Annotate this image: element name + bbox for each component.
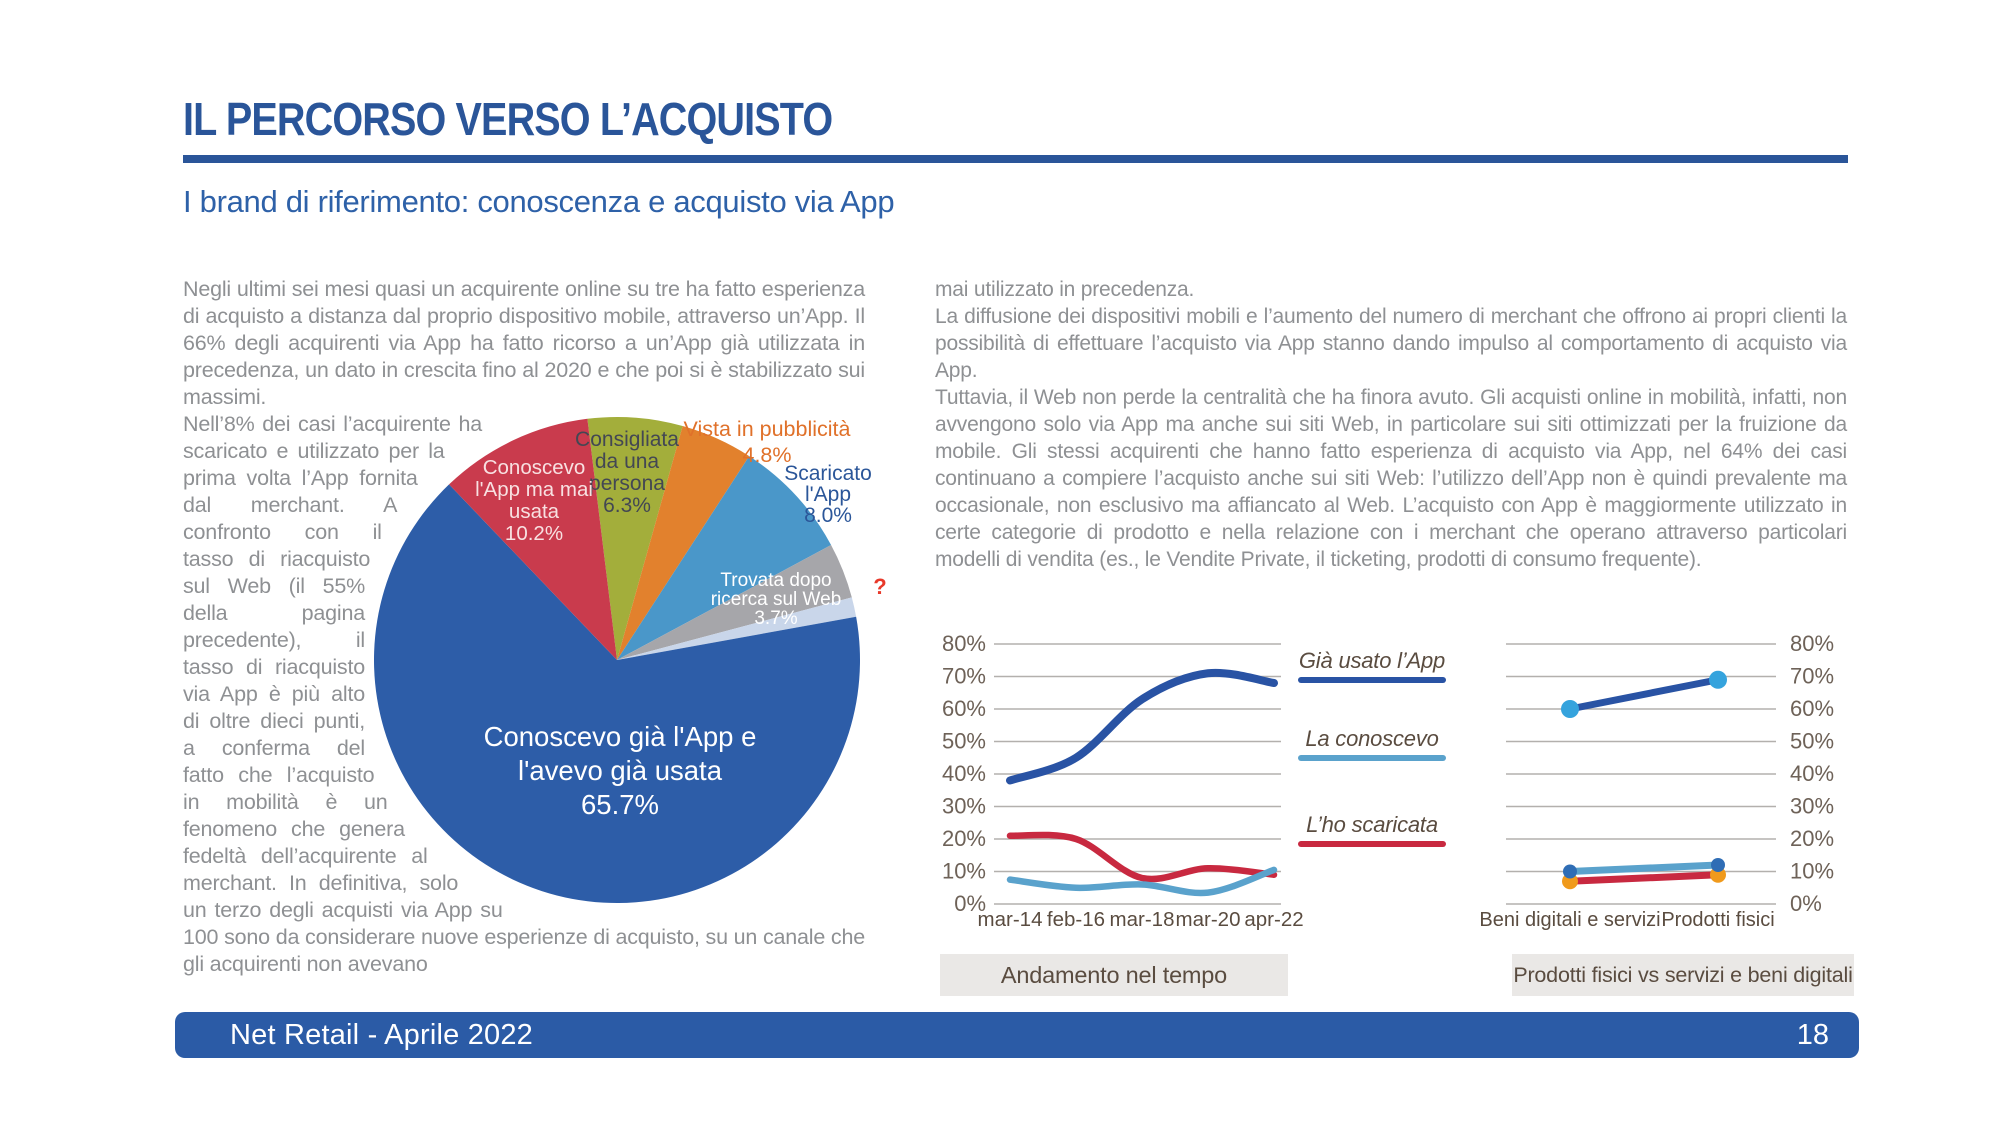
pie-slice-label: Scaricato l'App 8.0%: [784, 462, 872, 527]
legend-item-la-conoscevo: [1290, 726, 1454, 761]
y-axis-tick-label: 20%: [941, 826, 986, 851]
y-axis-tick-label: 10%: [941, 858, 986, 884]
right-text-column: [935, 276, 1847, 573]
time-trend-chart: [936, 624, 1306, 944]
slope-series-1: [1570, 865, 1718, 872]
line-series-2: [1010, 835, 1274, 879]
page-title: IL PERCORSO VERSO L’ACQUISTO: [183, 93, 833, 145]
data-point-marker: [1711, 858, 1725, 872]
footer-bar: [175, 1012, 1859, 1058]
slope-series-2: [1570, 875, 1718, 882]
y-axis-tick-label: 0%: [954, 891, 986, 916]
left-intro-paragraph: Negli ultimi sei mesi quasi un acquirente online su tre ha fatto esperienza di acquisto a distanza dal proprio dispositivo mobile, attraverso un’App. Il 66% degli acquirenti via App ha fatto ricorso a un’App già utilizzata in precedenza, un dato in crescita fino al 2020 e che poi si è stabilizzato sui massimi.: [183, 277, 865, 409]
right-paragraph-1: mai utilizzato in precedenza.: [935, 278, 1195, 301]
x-axis-tick-label: mar-14: [977, 908, 1043, 931]
x-axis-tick-label: feb-16: [1046, 908, 1106, 931]
y-axis-tick-label: 30%: [941, 793, 986, 819]
slope-series-0: [1570, 680, 1718, 709]
y-axis-tick-label: 70%: [941, 663, 986, 689]
legend-item-gia-usato: [1290, 648, 1454, 683]
y-axis-tick-label: 0%: [1790, 891, 1822, 916]
x-axis-tick-label: apr-22: [1244, 908, 1304, 931]
pie-slice-label: Vista in pubblicità 4.8%: [683, 417, 851, 467]
x-axis-tick-label: mar-20: [1175, 908, 1241, 931]
y-axis-tick-label: 60%: [1790, 696, 1835, 721]
legend-label: Già usato l’App: [1298, 648, 1446, 673]
y-axis-tick-label: 30%: [1790, 793, 1835, 819]
slope-chart-caption: Prodotti fisici vs servizi e beni digitali: [1512, 954, 1854, 996]
right-paragraph-3: Tuttavia, il Web non perde la centralità che ha finora avuto. Gli acquisti online in mobilità, infatti, non avvengono solo via App ma anche sui siti Web, in particolare sui siti ottimizzati per la fruizione da mobile. Gli stessi acquirenti che hanno fatto esperienza di acquisto via App, nel 64% dei casi continuano a compiere l’acquisto anche sui siti Web: l’utilizzo dell’App non è quindi prevalente ma occasionale, non esclusivo ma affiancato al Web. L’acquisto con App è maggiormente utilizzato in certe categorie di prodotto e nella relazione con i merchant che operano attraverso particolari modelli di vendita (es., le Vendite Private, il ticketing, prodotti di consumo frequente).: [935, 386, 1847, 571]
y-axis-tick-label: 60%: [941, 696, 986, 721]
legend-label: La conoscevo: [1305, 726, 1439, 751]
page-subtitle: I brand di riferimento: conoscenza e acquisto via App: [183, 184, 895, 219]
pie-unknown-annotation: ?: [873, 574, 887, 599]
y-axis-tick-label: 80%: [941, 631, 986, 656]
y-axis-tick-label: 50%: [1790, 728, 1835, 754]
pie-slice-label: Trovata dopo ricerca sul Web 3.7%: [710, 570, 842, 629]
y-axis-tick-label: 20%: [1790, 826, 1835, 851]
time-chart-caption: Andamento nel tempo: [940, 954, 1288, 996]
data-point-marker: [1709, 671, 1727, 689]
pie-slice-label: Conoscevo già l'App e l'avevo già usata 65.7%: [483, 721, 757, 820]
page-number: 18: [1796, 1019, 1829, 1051]
data-point-marker: [1563, 865, 1577, 879]
y-axis-tick-label: 10%: [1790, 858, 1835, 884]
legend-color-bar: [1298, 677, 1446, 683]
left-wrap-paragraph: Nell’8% dei casi l’acquirente ha scaricato e utilizzato per la prima volta l’App fornita dal merchant. A confronto con il tasso di riacquisto sul Web (il 55% della pagina precedente), il tasso di riacquisto via App è più alto di oltre dieci punti, a conferma del fatto che l’acquisto in mobilità è un fenomeno che genera fedeltà dell’acquirente al merchant. In definitiva, solo un terzo degli acquisti via App su 100 sono da considerare nuove esperienze di acquisto, su un canale che gli acquirenti non avevano: [183, 412, 865, 976]
data-point-marker: [1561, 700, 1579, 718]
pie-chart: [340, 398, 960, 928]
legend-label: L’ho scaricata: [1306, 812, 1438, 837]
slope-chart: [1478, 624, 1868, 944]
x-axis-tick-label: Beni digitali e servizi: [1479, 909, 1661, 931]
x-axis-tick-label: mar-18: [1109, 908, 1175, 931]
y-axis-tick-label: 70%: [1790, 663, 1835, 689]
line-series-1: [1010, 870, 1274, 893]
pie-slice-label: Conoscevo l'App ma mai usata 10.2%: [475, 456, 593, 545]
y-axis-tick-label: 40%: [941, 761, 986, 786]
footer-label: Net Retail - Aprile 2022: [230, 1019, 534, 1051]
legend-color-bar: [1298, 755, 1446, 761]
title-rule: [183, 155, 1848, 163]
y-axis-tick-label: 40%: [1790, 761, 1835, 786]
legend-color-bar: [1298, 841, 1446, 847]
x-axis-tick-label: Prodotti fisici: [1661, 909, 1775, 931]
y-axis-tick-label: 80%: [1790, 631, 1835, 656]
y-axis-tick-label: 50%: [941, 728, 986, 754]
pie-slice-label: Consigliata da una persona 6.3%: [575, 428, 679, 517]
line-series-0: [1010, 673, 1274, 781]
chart-legend: [1290, 648, 1454, 847]
legend-item-lho-scaricata: [1290, 812, 1454, 847]
right-paragraph-2: La diffusione dei dispositivi mobili e l’aumento del numero di merchant che offrono ai propri clienti la possibilità di effettuare l’acquisto via App stanno dando impulso al comportamento di acquisto via App.: [935, 305, 1847, 382]
